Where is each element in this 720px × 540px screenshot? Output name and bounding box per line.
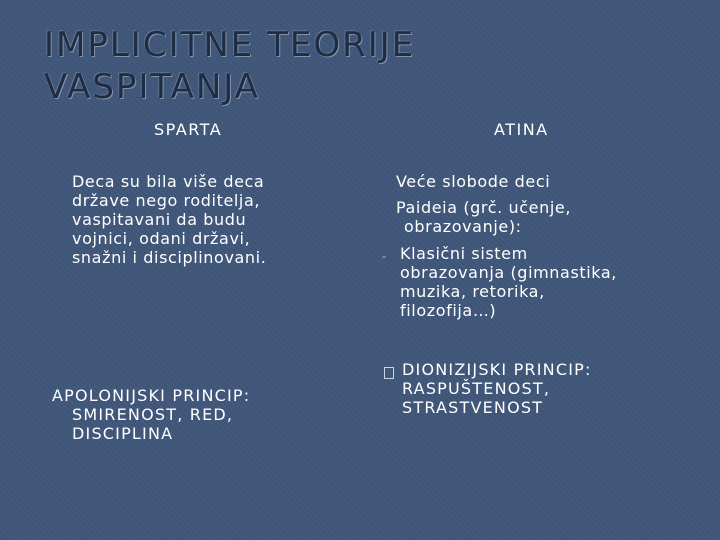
sparta-description-line: vaspitavani da budu bbox=[72, 210, 247, 229]
atina-item-paideia-line: Paideia (grč. učenje, bbox=[396, 198, 572, 217]
slide-title bbox=[44, 24, 684, 108]
slide-title-line-1: IMPLICITNE TEORIJE bbox=[44, 25, 416, 65]
atina-item-paideia-line: obrazovanje): bbox=[404, 217, 522, 236]
apollonian-principle-line: SMIRENOST, RED, bbox=[72, 405, 234, 424]
dionysian-principle-line: RASPUŠTENOST, bbox=[402, 379, 551, 398]
dionysian-principle-line: DIONIZIJSKI PRINCIP: bbox=[402, 360, 592, 379]
atina-item-classical-line: filozofija…) bbox=[400, 301, 497, 320]
sparta-description-line: snažni i disciplinovani. bbox=[72, 248, 267, 267]
sparta-description-line: države nego roditelja, bbox=[72, 191, 261, 210]
slide-title-line-2: VASPITANJA bbox=[44, 67, 260, 107]
dionysian-principle-line: STRASTVENOST bbox=[402, 398, 544, 417]
square-bullet-icon bbox=[384, 367, 394, 379]
atina-heading: ATINA bbox=[494, 120, 549, 139]
apollonian-principle-line: APOLONIJSKI PRINCIP: bbox=[52, 386, 251, 405]
dionysian-principle bbox=[402, 360, 592, 417]
sparta-description bbox=[72, 172, 266, 267]
dash-bullet-icon: - bbox=[382, 250, 386, 263]
atina-item-paideia bbox=[396, 198, 571, 236]
apollonian-principle-line: DISCIPLINA bbox=[72, 424, 174, 443]
atina-item-classical bbox=[396, 244, 617, 320]
sparta-description-line: Deca su bila više deca bbox=[72, 172, 265, 191]
atina-item-freedom: Veće slobode deci bbox=[396, 172, 551, 191]
atina-item-classical-line: Klasični sistem bbox=[400, 244, 528, 263]
sparta-description-line: vojnici, odani državi, bbox=[72, 229, 251, 248]
sparta-heading: SPARTA bbox=[154, 120, 223, 139]
atina-item-classical-line: obrazovanja (gimnastika, bbox=[400, 263, 617, 282]
atina-item-classical-line: muzika, retorika, bbox=[400, 282, 545, 301]
apollonian-principle bbox=[52, 386, 250, 443]
